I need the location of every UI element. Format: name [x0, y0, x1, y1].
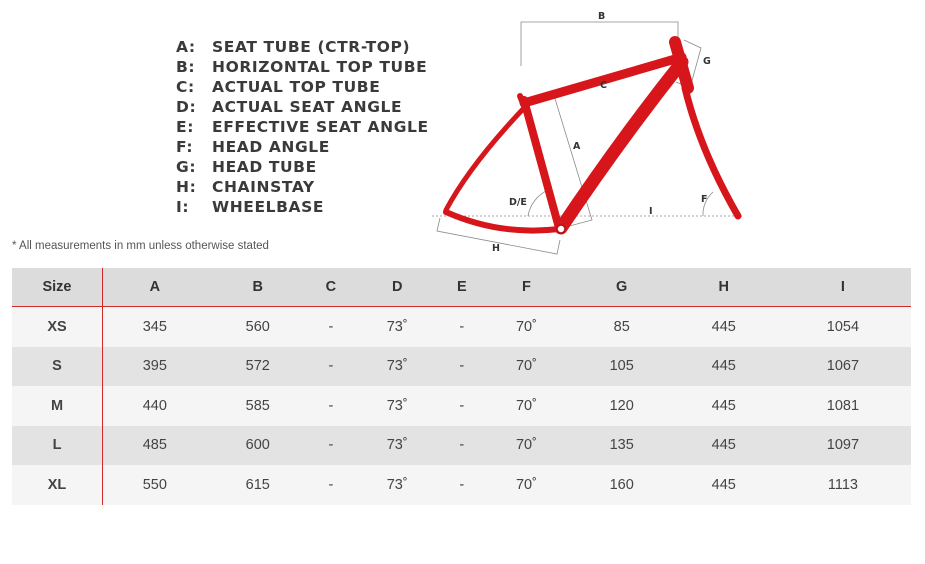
legend-key: C:	[176, 78, 195, 96]
table-cell: 485	[103, 426, 207, 466]
legend-key: D:	[176, 98, 197, 116]
header-e: E	[441, 268, 482, 307]
table-row	[12, 465, 911, 505]
label-h: H	[492, 243, 500, 254]
label-c: C	[600, 80, 607, 91]
legend-key: B:	[176, 58, 196, 76]
header-b: B	[207, 268, 309, 307]
legend-item	[176, 57, 429, 77]
label-a: A	[573, 141, 581, 152]
cell-size: XL	[12, 465, 103, 505]
table-cell: 70˚	[482, 426, 570, 466]
table-row	[12, 307, 911, 347]
bottom-bracket	[557, 225, 565, 233]
table-cell: 73˚	[353, 307, 441, 347]
table-cell: 600	[207, 426, 309, 466]
table-cell: 105	[571, 347, 673, 387]
seat-tube	[524, 100, 559, 228]
table-cell: -	[309, 465, 353, 505]
header-g: G	[571, 268, 673, 307]
table-cell: 445	[673, 465, 775, 505]
cell-size: XS	[12, 307, 103, 347]
legend-label: CHAINSTAY	[212, 178, 315, 196]
header-h: H	[673, 268, 775, 307]
table-row	[12, 347, 911, 387]
table-cell: 572	[207, 347, 309, 387]
table-cell: 73˚	[353, 465, 441, 505]
table-cell: 550	[103, 465, 207, 505]
table-cell: 615	[207, 465, 309, 505]
table-cell: -	[441, 465, 482, 505]
label-i: I	[649, 206, 653, 217]
bike-frame	[446, 42, 738, 231]
header-c: C	[309, 268, 353, 307]
legend-label: ACTUAL TOP TUBE	[212, 78, 381, 96]
header-f: F	[482, 268, 570, 307]
legend-item	[176, 177, 429, 197]
table-cell: -	[441, 307, 482, 347]
legend-key: G:	[176, 158, 197, 176]
legend-label: ACTUAL SEAT ANGLE	[212, 98, 403, 116]
legend-label: WHEELBASE	[212, 198, 325, 216]
front-dropout	[736, 214, 741, 219]
table-cell: 73˚	[353, 347, 441, 387]
table-cell: 395	[103, 347, 207, 387]
legend-item	[176, 137, 429, 157]
table-cell: 120	[571, 386, 673, 426]
legend-key: H:	[176, 178, 197, 196]
legend-label: HEAD TUBE	[212, 158, 317, 176]
table-cell: 1067	[775, 347, 911, 387]
table-cell: 1054	[775, 307, 911, 347]
table-cell: 445	[673, 307, 775, 347]
table-cell: -	[309, 307, 353, 347]
label-f: F	[701, 194, 708, 205]
table-cell: -	[441, 386, 482, 426]
table-cell: 70˚	[482, 386, 570, 426]
measurement-note: * All measurements in mm unless otherwise stated	[12, 240, 269, 252]
label-de: D/E	[509, 197, 527, 208]
chain-stay	[446, 212, 559, 231]
table-cell: 445	[673, 426, 775, 466]
head-tube	[675, 42, 688, 88]
legend-item	[176, 77, 429, 97]
table-row	[12, 386, 911, 426]
table-header-row	[12, 268, 911, 307]
legend-key: E:	[176, 118, 194, 136]
table-cell: 560	[207, 307, 309, 347]
legend-label: HEAD ANGLE	[212, 138, 330, 156]
header-i: I	[775, 268, 911, 307]
header-d: D	[353, 268, 441, 307]
table-cell: 85	[571, 307, 673, 347]
legend-item	[176, 37, 429, 57]
fork	[685, 88, 738, 216]
table-cell: 1097	[775, 426, 911, 466]
header-a: A	[103, 268, 207, 307]
legend-label: EFFECTIVE SEAT ANGLE	[212, 118, 429, 136]
rear-dropout	[443, 209, 449, 215]
table-cell: 70˚	[482, 465, 570, 505]
table-cell: 70˚	[482, 307, 570, 347]
table-cell: -	[309, 426, 353, 466]
geometry-legend	[176, 37, 429, 217]
table-row	[12, 426, 911, 466]
table-cell: 445	[673, 347, 775, 387]
table-cell: 1081	[775, 386, 911, 426]
label-b: B	[598, 11, 606, 22]
cell-size: M	[12, 386, 103, 426]
legend-label: HORIZONTAL TOP TUBE	[212, 58, 428, 76]
frame-geometry-diagram	[425, 5, 755, 260]
table-cell: 73˚	[353, 386, 441, 426]
geometry-table	[12, 268, 911, 505]
legend-item	[176, 117, 429, 137]
legend-item	[176, 157, 429, 177]
cell-size: L	[12, 426, 103, 466]
legend-key: A:	[176, 38, 196, 56]
table-cell: 73˚	[353, 426, 441, 466]
legend-item	[176, 97, 429, 117]
table-cell: 345	[103, 307, 207, 347]
table-cell: 1113	[775, 465, 911, 505]
legend-key: I:	[176, 198, 190, 216]
table-cell: -	[441, 426, 482, 466]
table-cell: -	[441, 347, 482, 387]
label-g: G	[703, 56, 711, 67]
header-size: Size	[12, 268, 103, 307]
table-cell: 440	[103, 386, 207, 426]
horizontal-top-tube-dimension	[521, 22, 678, 66]
table-cell: -	[309, 347, 353, 387]
seat-angle-arc	[528, 190, 548, 216]
table-cell: 160	[571, 465, 673, 505]
legend-item	[176, 197, 429, 217]
table-cell: 135	[571, 426, 673, 466]
cell-size: S	[12, 347, 103, 387]
legend-label: SEAT TUBE (CTR-TOP)	[212, 38, 411, 56]
legend-key: F:	[176, 138, 194, 156]
table-cell: 585	[207, 386, 309, 426]
table-cell: 445	[673, 386, 775, 426]
table-cell: 70˚	[482, 347, 570, 387]
seat-stay	[446, 108, 524, 210]
table-cell: -	[309, 386, 353, 426]
